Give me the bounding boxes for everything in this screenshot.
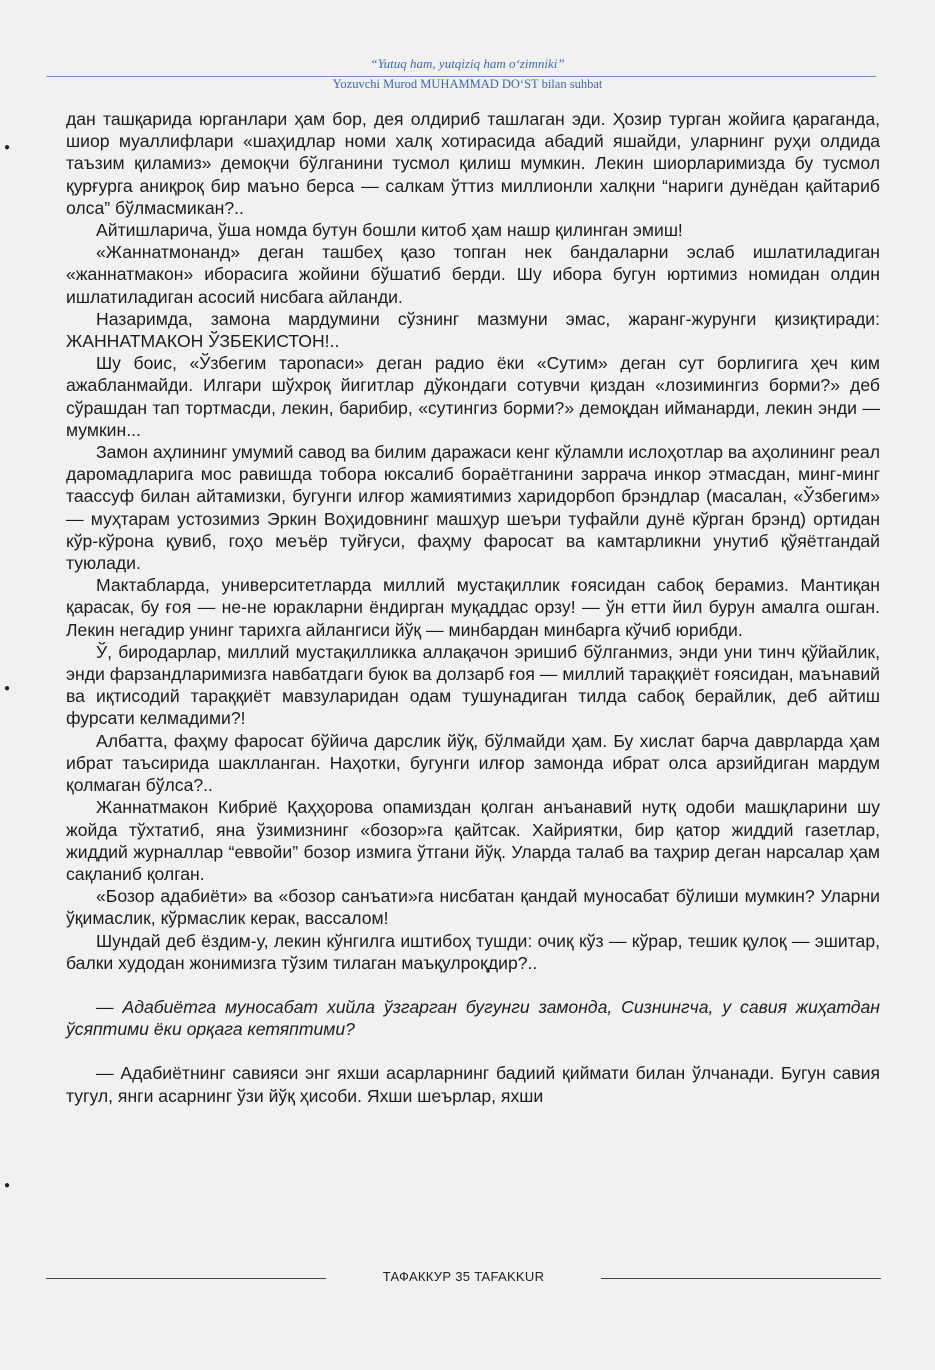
- interview-answer: — Адабиётнинг савияси энг яхши асарларнинг бадиий қиймати билан ўлчанади. Бугун савия тугул, янги асарнинг ўзи йўқ ҳисоби. Яхши шеърлар, яхши: [66, 1063, 880, 1106]
- interview-question: — Адабиётга муносабат хийла ўзгарган бугунги замонда, Сизнингча, у савия жиҳатдан ўсяптими ёки орқага кетяптими?: [66, 996, 880, 1040]
- header-subtitle: Yozuvchi Murod MUHAMMAD DO‘ST bilan suhbat: [332, 77, 603, 91]
- paragraph: «Бозор адабиёти» ва «бозор санъати»га нисбатан қандай муносабат бўлиши мумкин? Уларни ўқимаслик, кўрмаслик керак, вассалом!: [66, 886, 880, 929]
- paragraph: Албатта, фаҳму фаросат бўйича дарслик йўқ, бўлмайди ҳам. Бу хислат барча даврларда ҳам ибрат таъсирида шаклланган. Наҳотки, бугунги илғор замонда ибрат олса арзийдиган мардум қолмаган бўлса?..: [66, 730, 880, 796]
- paragraph: Мактабларда, университетларда миллий мустақиллик ғоясидан сабоқ берамиз. Мантиқан қарасак, бу ғоя — не-не юракларни ёндирган муқаддас орзу! — ўн етти йил бурун амалга ошган. Лекин негадир унинг тарихга айлангиси йўқ — минбардан минбарга кўчиб юрибди.: [66, 575, 880, 640]
- paragraph: Замон аҳлининг умумий савод ва билим даражаси кенг кўламли ислоҳотлар ва аҳолининг реал даромадларига мос равишда тобора юксалиб бораётганини заррача инкор этмасдан, минг-минг таассуф билан айтамизки, бугунги илғор жамиятимиз харидорбоп брэндлар (масалан, «Ўзбегим» — муҳтарам устозимиз Эркин Воҳидовнинг машҳур шеъри туфайли дунё кўрган брэнд) ортидан кўр-кўрона қувиб, гоҳо меъёр туйғуси, фаҳму фаросат ва камтарликни унутиб қўяётгандай туюлади.: [66, 442, 880, 574]
- header-title: “Yutuq ham, yutqiziq ham o‘zimniki”: [370, 56, 565, 71]
- paragraph: Айтишларича, ўша номда бутун бошли китоб ҳам нашр қилинган эмиш!: [96, 220, 683, 241]
- paragraph: «Жаннатмонанд» деган ташбеҳ қазо топган нек бандаларни эслаб ишлатиладиган «жаннатмакон» иборасига жойини бўшатиб берди. Шу ибора бугун юртимиз номидан олдин ишлатиладиган асосий нисбага айланди.: [66, 242, 880, 307]
- binding-hole-mark: ●: [4, 142, 11, 153]
- paragraph: Жаннатмакон Кибриё Қаҳҳорова опамиздан қолган анъанавий нутқ одоби машқларини шу жойда тўхтатиб, яна ўзимизнинг «бозор»га қайтсак. Хайриятки, бир қатор жиддий газетлар, жиддий журналлар “еввойи” бозор измига ўтгани йўқ. Уларда талаб ва таҳрир деган нарсалар ҳам сақланиб қолган.: [66, 797, 880, 884]
- footer-rule-right: [601, 1278, 881, 1279]
- binding-hole-mark: ●: [4, 683, 11, 694]
- running-header: [0, 56, 935, 92]
- footer-label: ТАФАККУР 35 TAFAKKUR: [382, 1269, 545, 1284]
- paragraph: Шундай деб ёздим-у, лекин кўнгилга иштибоҳ тушди: очиқ кўз — кўрар, тешик қулоқ — эшитар, балки худодан жонимизга тўзим тилаган маъқулроқдир?..: [66, 930, 880, 973]
- binding-hole-mark: ●: [4, 1180, 11, 1191]
- page-footer: [46, 1268, 881, 1288]
- header-rule: [46, 76, 876, 77]
- article-body: [66, 108, 880, 1107]
- paragraph: Шу боис, «Ўзбегим тароnаси» деган радио ёки «Сутим» деган сут борлигига ҳеч ким ажабланмайди. Илгари шўхроқ йигитлар дўкондаги сотувчи қиздан «лозимингиз борми?» деб сўрашдан тап тортмасди, лекин, барибир, «сутингиз борми?» демоқдан ийманарди, лекин энди — мумкин...: [66, 353, 880, 440]
- paragraph: дан ташқарида юрганлари ҳам бор, дея олдириб ташлаган эди. Ҳозир турган жойига қараганда, шиор муаллифлари «шаҳидлар номи халқ хотирасида абадий яшайди, уларнинг руҳи олдида таъзим қиламиз» демоқчи бўлганини тусмол қилиш мумкин. Лекин шиорларимизда бу тусмол қурғурга аниқроқ бир маъно берса — салкам ўттиз миллионли халқни “нариги дунёдан қайтариб олса” бўлмасмикан?..: [66, 109, 880, 218]
- paragraph: Ў, биродарлар, миллий мустақилликка аллақачон эришиб бўлганмиз, энди уни тинч қўйайлик, энди фарзандларимизга навбатдаги буюк ва долзарб ғоя — миллий тараққиёт ғоясидан, маънавий ва иқтисодий тараққиёт мавзуларидан одам тушунадиган тилда сабоқ берайлик, деб айтиш фурсати келмадими?!: [66, 641, 880, 729]
- paragraph: Назаримда, замона мардумини сўзнинг мазмуни эмас, жаранг-журунги қизиқтиради: ЖАННАТМАКОН ЎЗБЕКИСТОН!..: [66, 308, 880, 352]
